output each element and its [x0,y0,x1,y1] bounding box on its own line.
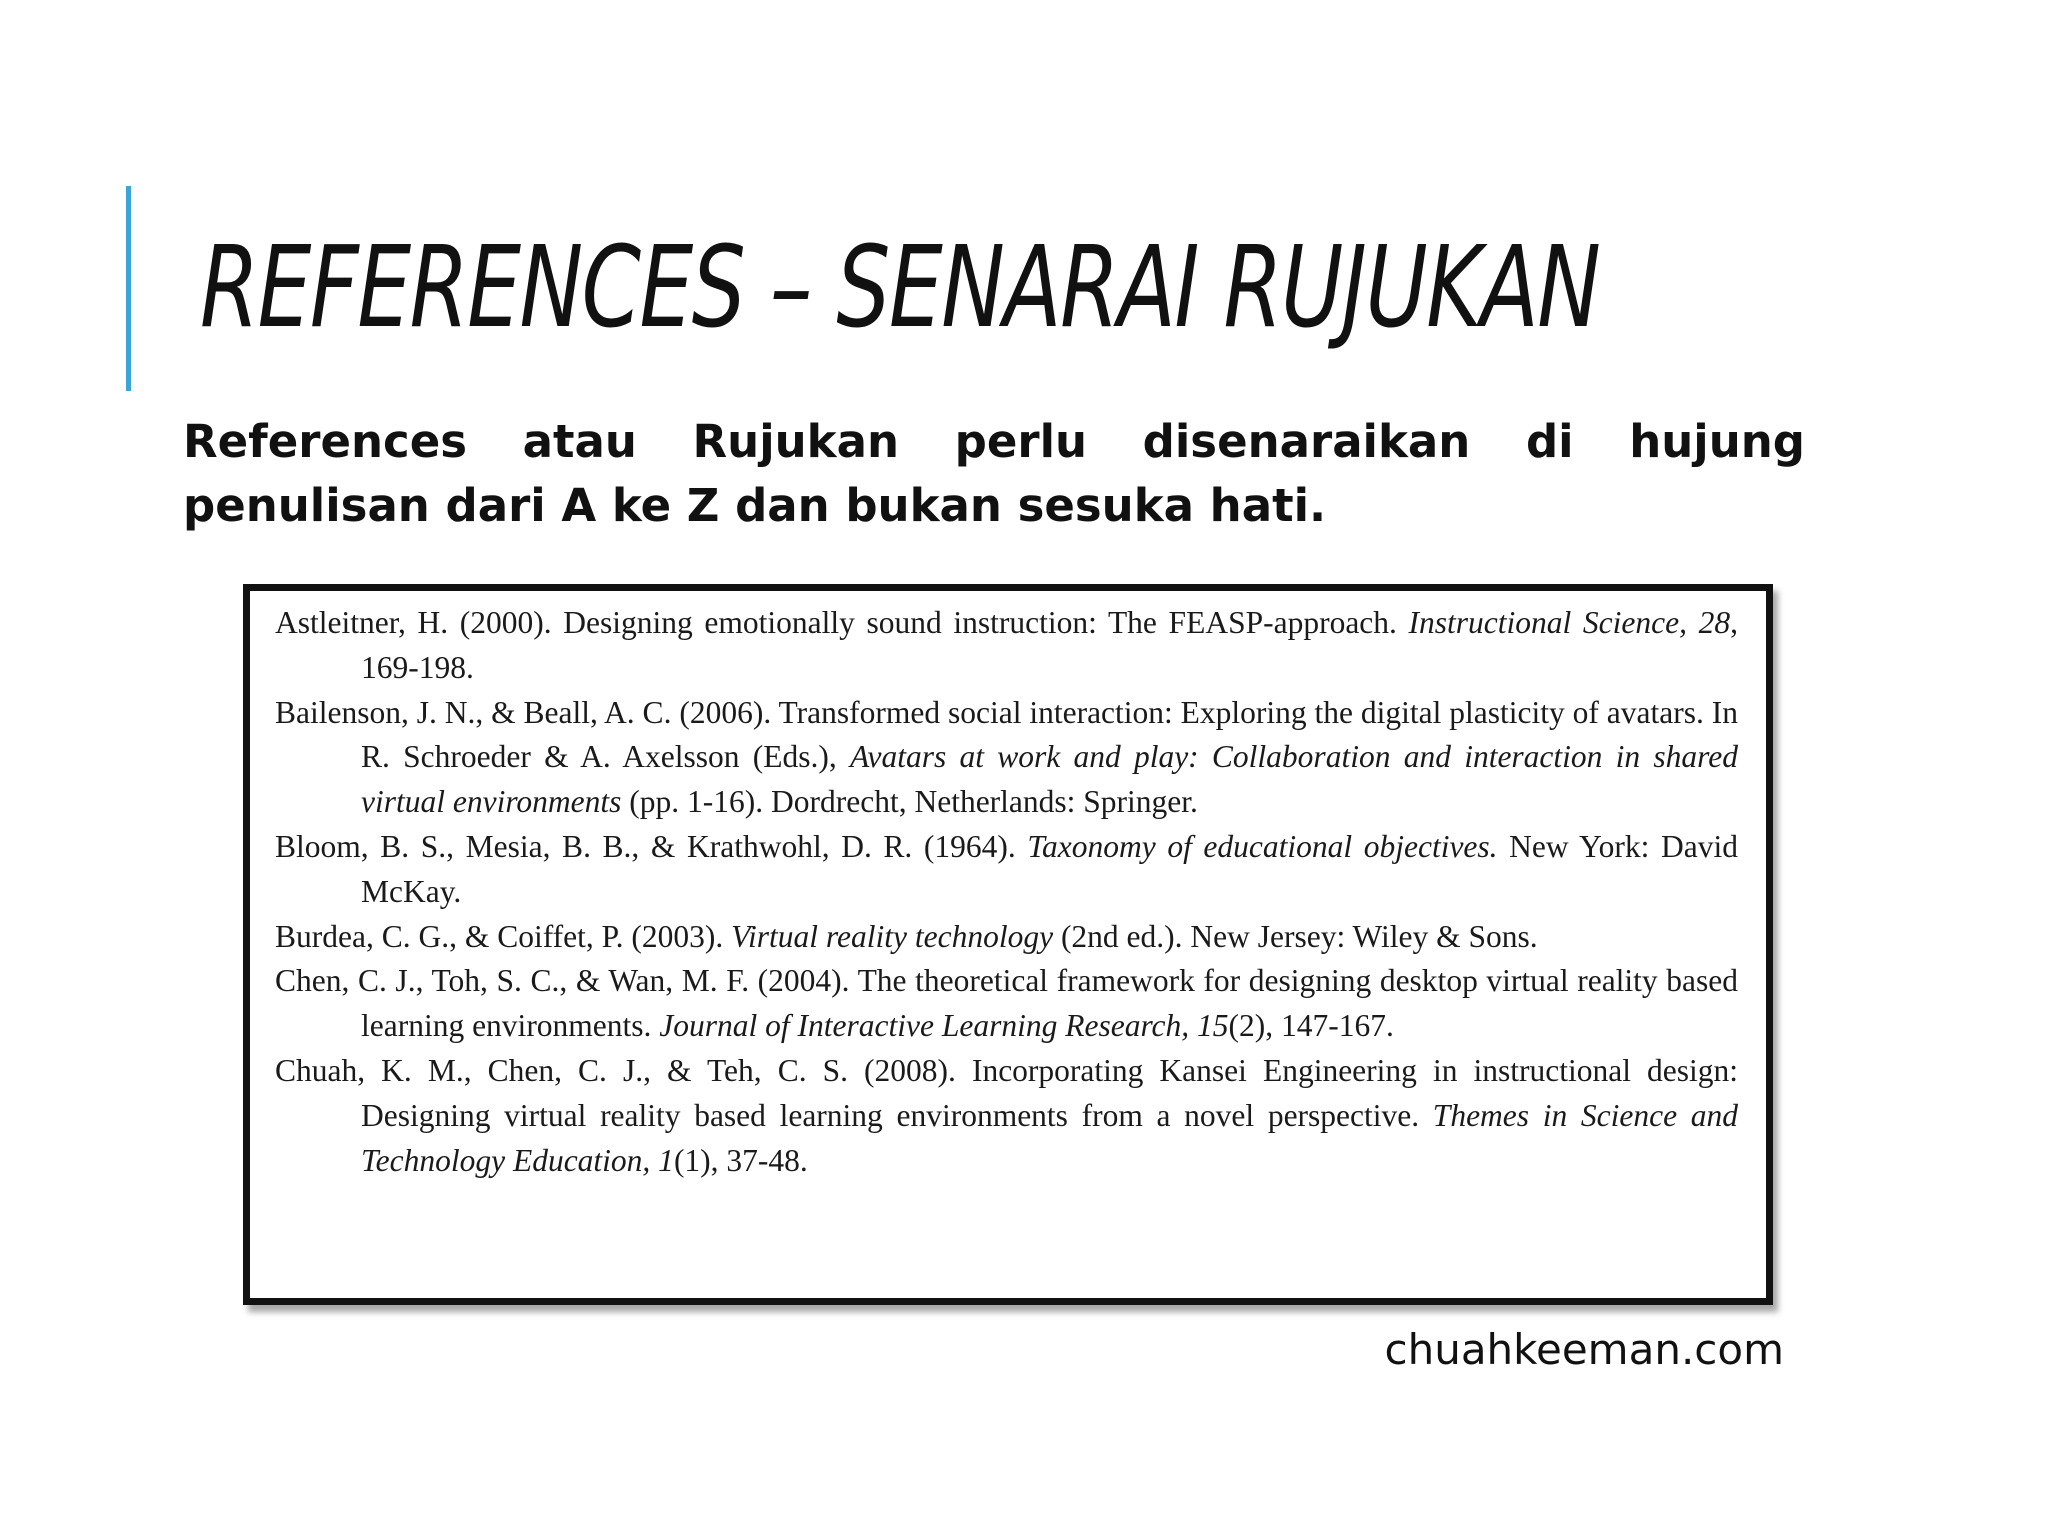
slide-title: REFERENCES – SENARAI RUJUKAN [200,223,1600,353]
reference-list-box [243,584,1773,1305]
intro-text: References atau Rujukan perlu disenaraikan di hujung penulisan dari A ke Z dan bukan sesuka hati. [183,415,1805,532]
reference-entry: Chen, C. J., Toh, S. C., & Wan, M. F. (2004). The theoretical framework for designing desktop virtual reality based learning environments. Journal of Interactive Learning Research, 15(2), 147-167. [275,963,1738,1044]
title-accent-bar [126,186,131,391]
footer-website: chuahkeeman.com [1384,1325,1784,1374]
reference-entry: Bailenson, J. N., & Beall, A. C. (2006). Transformed social interaction: Exploring the digital plasticity of avatars. In R. Schroeder & A. Axelsson (Eds.), Avatars at work and play: Collaboration and interaction in shared virtual environments (pp. 1-16). Dordrecht, Netherlands: Springer. [275,694,1738,820]
reference-entry: Burdea, C. G., & Coiffet, P. (2003). Virtual reality technology (2nd ed.). New Jersey: Wiley & Sons. [275,918,1538,954]
reference-entry: Bloom, B. S., Mesia, B. B., & Krathwohl, D. R. (1964). Taxonomy of educational objectives. New York: David McKay. [275,828,1738,909]
reference-entry: Chuah, K. M., Chen, C. J., & Teh, C. S. (2008). Incorporating Kansei Engineering in instructional design: Designing virtual reality based learning environments from a novel perspective. Themes in Science and Technology Education, 1(1), 37-48. [275,1052,1738,1178]
reference-entry: Astleitner, H. (2000). Designing emotionally sound instruction: The FEASP-approach. Instructional Science, 28, 169-198. [275,605,1739,685]
